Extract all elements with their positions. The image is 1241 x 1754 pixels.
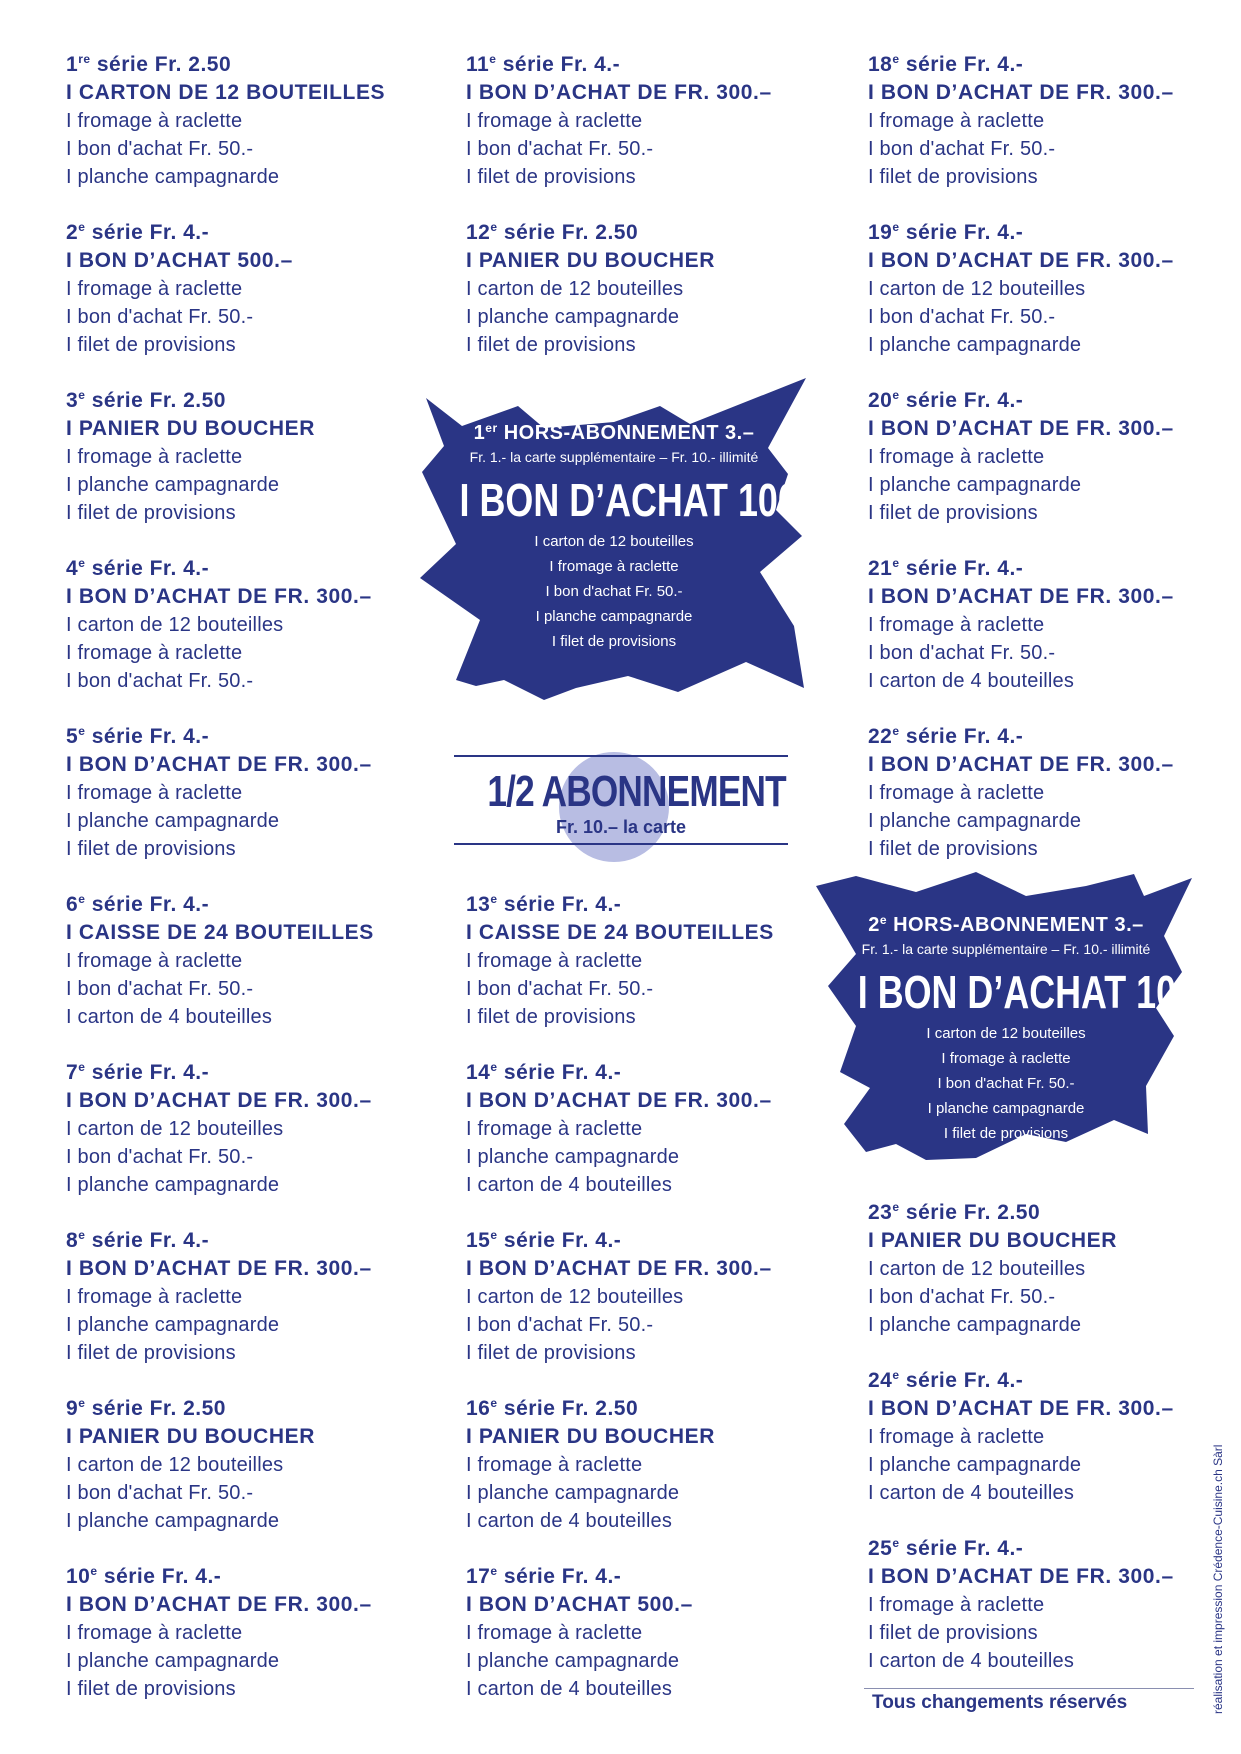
series-title: 9e série Fr. 2.50 (66, 1396, 226, 1420)
series-title: 1re série Fr. 2.50 (66, 52, 232, 76)
series-main-prize: I BON D’ACHAT 500.– (66, 249, 293, 272)
series-main-prize: I PANIER DU BOUCHER (66, 1425, 316, 1448)
prize-item: I carton de 12 bouteilles (66, 1454, 284, 1476)
series-title: 12e série Fr. 2.50 (466, 220, 639, 244)
series-block (466, 1060, 826, 1199)
prize-item: I fromage à raclette (466, 1118, 643, 1140)
prize-item: I planche campagnarde (66, 1510, 280, 1532)
series-title: 13e série Fr. 4.- (466, 892, 622, 916)
prize-item: I bon d'achat Fr. 50.- (66, 138, 254, 160)
burst-prize-item: I filet de provisions (551, 633, 677, 650)
series-title: 3e série Fr. 2.50 (66, 388, 226, 412)
prize-item: I filet de provisions (66, 1678, 236, 1700)
series-main-prize: I PANIER DU BOUCHER (466, 249, 716, 272)
prize-item: I fromage à raclette (66, 446, 243, 468)
prize-item: I filet de provisions (868, 1622, 1038, 1644)
prize-item: I planche campagnarde (868, 1314, 1082, 1336)
prize-item: I planche campagnarde (66, 1650, 280, 1672)
burst-prize-item: I carton de 12 bouteilles (534, 533, 694, 550)
series-main-prize: I BON D’ACHAT DE FR. 300.– (868, 417, 1174, 440)
series-main-prize: I BON D’ACHAT DE FR. 300.– (466, 1089, 772, 1112)
series-main-prize: I BON D’ACHAT DE FR. 300.– (868, 585, 1174, 608)
series-title: 10e série Fr. 4.- (66, 1564, 222, 1588)
prize-item: I bon d'achat Fr. 50.- (868, 306, 1056, 328)
demi-abonnement (454, 755, 788, 849)
series-title: 17e série Fr. 4.- (466, 1564, 622, 1588)
hors-abonnement-1-burst (416, 376, 840, 708)
series-title: 24e série Fr. 4.- (868, 1368, 1024, 1392)
prize-item: I carton de 12 bouteilles (466, 1286, 684, 1308)
series-block (66, 1060, 426, 1199)
prize-item: I fromage à raclette (66, 642, 243, 664)
footer-rule (864, 1688, 1194, 1689)
series-block (868, 220, 1228, 359)
series-title: 18e série Fr. 4.- (868, 52, 1024, 76)
prize-item: I planche campagnarde (66, 166, 280, 188)
prize-item: I filet de provisions (466, 334, 636, 356)
series-block (466, 892, 826, 1031)
prize-item: I bon d'achat Fr. 50.- (466, 138, 654, 160)
prize-item: I carton de 12 bouteilles (868, 1258, 1086, 1280)
series-title: 15e série Fr. 4.- (466, 1228, 622, 1252)
prize-item: I planche campagnarde (868, 334, 1082, 356)
prize-item: I planche campagnarde (66, 810, 280, 832)
prize-item: I carton de 12 bouteilles (66, 614, 284, 636)
prize-item: I carton de 4 bouteilles (868, 1482, 1075, 1504)
prize-item: I filet de provisions (66, 334, 236, 356)
series-main-prize: I PANIER DU BOUCHER (868, 1229, 1118, 1252)
prize-item: I carton de 4 bouteilles (868, 1650, 1075, 1672)
prize-item: I filet de provisions (466, 166, 636, 188)
series-title: 11e série Fr. 4.- (466, 52, 621, 76)
burst-prize-item: I fromage à raclette (941, 1050, 1071, 1067)
prize-item: I bon d'achat Fr. 50.- (868, 138, 1056, 160)
series-block (868, 556, 1228, 695)
prize-item: I fromage à raclette (868, 110, 1045, 132)
series-main-prize: I BON D’ACHAT DE FR. 300.– (868, 753, 1174, 776)
series-main-prize: I BON D’ACHAT DE FR. 300.– (66, 1593, 372, 1616)
series-block (466, 1396, 826, 1535)
series-block (66, 1228, 426, 1367)
hors1-subtitle: Fr. 1.- la carte supplémentaire – Fr. 10.- illimité (469, 449, 759, 465)
series-main-prize: I CARTON DE 12 BOUTEILLES (66, 81, 386, 104)
prize-item: I planche campagnarde (466, 306, 680, 328)
hors2-subtitle: Fr. 1.- la carte supplémentaire – Fr. 10.- illimité (861, 941, 1151, 957)
hors2-main-prize: I BON D’ACHAT 1000.- (857, 966, 1238, 1018)
hors2-items (816, 1021, 1196, 1146)
printer-credit: réalisation et impression Crédence-Cuisine.ch Sàrl (1211, 1444, 1225, 1714)
prize-item: I fromage à raclette (868, 1426, 1045, 1448)
series-title: 2e série Fr. 4.- (66, 220, 210, 244)
hors-abonnement-2-burst (816, 866, 1238, 1164)
hors2-title: 2e HORS-ABONNEMENT 3.– (868, 913, 1144, 936)
series-title: 5e série Fr. 4.- (66, 724, 210, 748)
prize-item: I fromage à raclette (868, 782, 1045, 804)
series-block (66, 52, 426, 191)
series-title: 16e série Fr. 2.50 (466, 1396, 639, 1420)
burst-prize-item: I bon d'achat Fr. 50.- (545, 583, 683, 600)
series-block (868, 1536, 1228, 1675)
series-main-prize: I PANIER DU BOUCHER (466, 1425, 716, 1448)
prize-item: I fromage à raclette (66, 278, 243, 300)
series-block (868, 1200, 1228, 1339)
burst-prize-item: I planche campagnarde (535, 608, 693, 625)
series-block (466, 1564, 826, 1703)
series-block (466, 52, 826, 191)
prize-item: I carton de 4 bouteilles (66, 1006, 273, 1028)
series-title: 7e série Fr. 4.- (66, 1060, 210, 1084)
prize-item: I filet de provisions (466, 1006, 636, 1028)
burst-prize-item: I planche campagnarde (927, 1100, 1085, 1117)
prize-item: I carton de 4 bouteilles (466, 1678, 673, 1700)
series-main-prize: I BON D’ACHAT DE FR. 300.– (66, 753, 372, 776)
series-block (868, 388, 1228, 527)
series-main-prize: I BON D’ACHAT DE FR. 300.– (868, 1565, 1174, 1588)
series-block (66, 556, 426, 695)
series-title: 4e série Fr. 4.- (66, 556, 210, 580)
prize-item: I planche campagnarde (868, 474, 1082, 496)
series-main-prize: I BON D’ACHAT DE FR. 300.– (66, 1257, 372, 1280)
series-title: 25e série Fr. 4.- (868, 1536, 1024, 1560)
prize-item: I carton de 4 bouteilles (466, 1510, 673, 1532)
demi-subtitle: Fr. 10.– la carte (555, 817, 687, 837)
prize-item: I fromage à raclette (466, 1622, 643, 1644)
burst-prize-item: I bon d'achat Fr. 50.- (937, 1075, 1075, 1092)
prize-item: I bon d'achat Fr. 50.- (66, 306, 254, 328)
prize-item: I planche campagnarde (466, 1146, 680, 1168)
prize-item: I planche campagnarde (66, 1314, 280, 1336)
series-title: 22e série Fr. 4.- (868, 724, 1024, 748)
series-block (66, 892, 426, 1031)
series-main-prize: I BON D’ACHAT DE FR. 300.– (66, 1089, 372, 1112)
series-main-prize: I BON D’ACHAT DE FR. 300.– (868, 249, 1174, 272)
series-title: 8e série Fr. 4.- (66, 1228, 210, 1252)
prize-item: I planche campagnarde (466, 1650, 680, 1672)
hors1-main-prize: I BON D’ACHAT 1000.- (459, 474, 840, 526)
prize-item: I fromage à raclette (868, 446, 1045, 468)
prize-item: I planche campagnarde (868, 810, 1082, 832)
prize-item: I fromage à raclette (66, 782, 243, 804)
series-main-prize: I CAISSE DE 24 BOUTEILLES (466, 921, 774, 944)
prize-item: I fromage à raclette (466, 1454, 643, 1476)
prize-item: I fromage à raclette (868, 1594, 1045, 1616)
prize-item: I filet de provisions (868, 502, 1038, 524)
burst-prize-item: I carton de 12 bouteilles (926, 1025, 1086, 1042)
prize-item: I fromage à raclette (66, 1622, 243, 1644)
prize-item: I bon d'achat Fr. 50.- (66, 1482, 254, 1504)
prize-item: I filet de provisions (66, 1342, 236, 1364)
series-block (66, 724, 426, 863)
demi-title: 1/2 ABONNEMENT (487, 767, 786, 816)
prize-item: I filet de provisions (66, 502, 236, 524)
series-block (466, 1228, 826, 1367)
series-title: 20e série Fr. 4.- (868, 388, 1024, 412)
series-block (868, 1368, 1228, 1507)
prize-item: I fromage à raclette (66, 110, 243, 132)
series-block (66, 1564, 426, 1703)
series-block (66, 1396, 426, 1535)
series-block (466, 220, 826, 359)
series-block (868, 724, 1228, 863)
prize-item: I bon d'achat Fr. 50.- (66, 1146, 254, 1168)
prize-item: I carton de 12 bouteilles (66, 1118, 284, 1140)
prize-item: I bon d'achat Fr. 50.- (868, 642, 1056, 664)
prize-item: I planche campagnarde (66, 1174, 280, 1196)
prize-item: I bon d'achat Fr. 50.- (66, 978, 254, 1000)
prize-item: I carton de 4 bouteilles (466, 1174, 673, 1196)
series-title: 19e série Fr. 4.- (868, 220, 1024, 244)
series-main-prize: I BON D’ACHAT 500.– (466, 1593, 693, 1616)
prize-item: I bon d'achat Fr. 50.- (868, 1286, 1056, 1308)
prize-item: I carton de 12 bouteilles (466, 278, 684, 300)
prize-item: I bon d'achat Fr. 50.- (466, 978, 654, 1000)
series-block (66, 388, 426, 527)
prize-item: I bon d'achat Fr. 50.- (66, 670, 254, 692)
prize-item: I planche campagnarde (868, 1454, 1082, 1476)
footer-note: Tous changements réservés (872, 1692, 1128, 1713)
series-main-prize: I BON D’ACHAT DE FR. 300.– (466, 1257, 772, 1280)
series-main-prize: I BON D’ACHAT DE FR. 300.– (868, 1397, 1174, 1420)
top-rule (454, 755, 788, 757)
series-title: 23e série Fr. 2.50 (868, 1200, 1041, 1224)
series-main-prize: I BON D’ACHAT DE FR. 300.– (66, 585, 372, 608)
series-title: 21e série Fr. 4.- (868, 556, 1024, 580)
prize-item: I fromage à raclette (66, 950, 243, 972)
series-main-prize: I PANIER DU BOUCHER (66, 417, 316, 440)
bottom-rule (454, 843, 788, 845)
prize-item: I filet de provisions (868, 838, 1038, 860)
prize-item: I planche campagnarde (66, 474, 280, 496)
prize-item: I fromage à raclette (66, 1286, 243, 1308)
prize-item: I planche campagnarde (466, 1482, 680, 1504)
prize-item: I fromage à raclette (466, 950, 643, 972)
series-block (868, 52, 1228, 191)
series-title: 14e série Fr. 4.- (466, 1060, 622, 1084)
series-main-prize: I BON D’ACHAT DE FR. 300.– (466, 81, 772, 104)
series-title: 6e série Fr. 4.- (66, 892, 210, 916)
prize-item: I fromage à raclette (466, 110, 643, 132)
series-main-prize: I CAISSE DE 24 BOUTEILLES (66, 921, 374, 944)
prize-item: I bon d'achat Fr. 50.- (466, 1314, 654, 1336)
prize-item: I filet de provisions (466, 1342, 636, 1364)
hors1-title: 1er HORS-ABONNEMENT 3.– (473, 421, 755, 444)
burst-prize-item: I fromage à raclette (549, 558, 679, 575)
series-main-prize: I BON D’ACHAT DE FR. 300.– (868, 81, 1174, 104)
prize-item: I carton de 12 bouteilles (868, 278, 1086, 300)
prize-item: I fromage à raclette (868, 614, 1045, 636)
prize-item: I filet de provisions (66, 838, 236, 860)
series-block (66, 220, 426, 359)
burst-prize-item: I filet de provisions (943, 1125, 1069, 1142)
prize-item: I filet de provisions (868, 166, 1038, 188)
hors1-items (416, 529, 812, 654)
prize-item: I carton de 4 bouteilles (868, 670, 1075, 692)
